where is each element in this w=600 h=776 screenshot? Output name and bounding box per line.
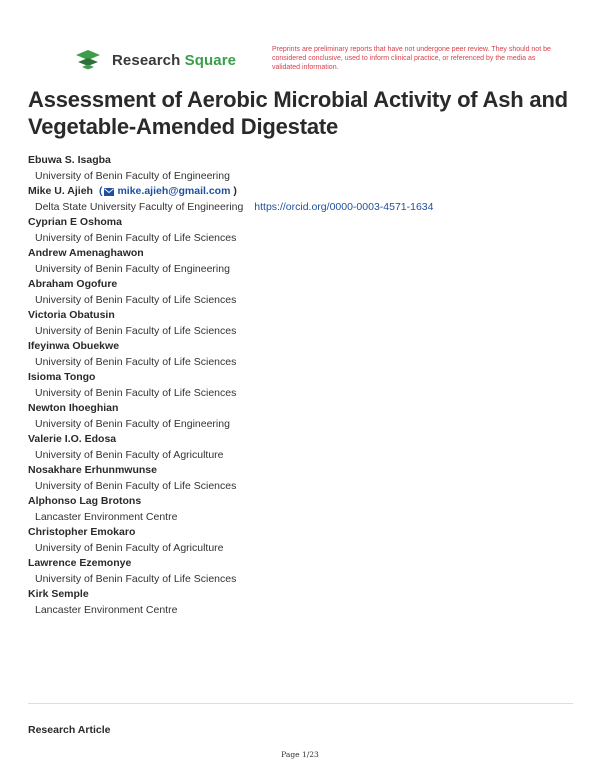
author-entry: [28, 371, 588, 400]
author-entry: [28, 247, 588, 276]
author-affiliation: University of Benin Faculty of Engineering: [35, 170, 230, 182]
author-affiliation: University of Benin Faculty of Agriculture: [35, 449, 224, 461]
author-entry: [28, 216, 588, 245]
author-affiliation: University of Benin Faculty of Life Sciences: [35, 294, 237, 306]
author-name: Abraham Ogofure: [28, 278, 118, 290]
author-name: Andrew Amenaghawon: [28, 247, 144, 259]
author-affiliation: University of Benin Faculty of Life Sciences: [35, 387, 237, 399]
author-name: Nosakhare Erhunmwunse: [28, 464, 157, 476]
author-affiliation: Delta State University Faculty of Engineering: [35, 201, 244, 213]
author-name: Lawrence Ezemonye: [28, 557, 132, 569]
brand-secondary: Square: [184, 51, 237, 69]
author-name: Isioma Tongo: [28, 371, 96, 383]
author-entry: [28, 495, 588, 524]
orcid-link[interactable]: https://orcid.org/0000-0003-4571-1634: [254, 201, 434, 213]
author-name: Victoria Obatusin: [28, 309, 115, 321]
research-square-logo-icon: [74, 49, 104, 71]
author-entry: [28, 185, 588, 214]
author-name: Christopher Emokaro: [28, 526, 136, 538]
preprint-notice: Preprints are preliminary reports that have not undergone peer review. They should not be considered conclusive, used to inform clinical practice, or referenced by the media as validated information.: [272, 46, 551, 71]
author-name: Alphonso Lag Brotons: [28, 495, 142, 507]
research-square-logo[interactable]: [74, 49, 236, 71]
brand-primary: Research: [112, 51, 181, 69]
author-email-link[interactable]: [99, 185, 237, 198]
author-name: Cyprian E Oshoma: [28, 216, 122, 228]
author-affiliation: University of Benin Faculty of Life Sciences: [35, 480, 237, 492]
author-entry: [28, 278, 588, 307]
author-entry: [28, 402, 588, 431]
author-entry: [28, 433, 588, 462]
author-name: Ifeyinwa Obuekwe: [28, 340, 120, 352]
author-name-row: [28, 185, 588, 198]
envelope-icon: [104, 188, 114, 196]
author-affiliation: University of Benin Faculty of Life Sciences: [35, 356, 237, 368]
paren-close: ): [233, 185, 237, 197]
paper-title: Assessment of Aerobic Microbial Activity of Ash and Vegetable-Amended Digestate: [28, 87, 568, 139]
author-list: [28, 154, 588, 619]
author-affiliation: University of Benin Faculty of Engineering: [35, 418, 230, 430]
author-entry: [28, 526, 588, 555]
author-affiliation: University of Benin Faculty of Engineering: [35, 263, 230, 275]
author-entry: [28, 464, 588, 493]
author-affiliation: Lancaster Environment Centre: [35, 511, 178, 523]
author-affiliation: Lancaster Environment Centre: [35, 604, 178, 616]
section-divider: [28, 703, 573, 704]
author-name: Valerie I.O. Edosa: [28, 433, 117, 445]
author-name: Kirk Semple: [28, 588, 89, 600]
page-number: Page 1/23: [281, 750, 319, 759]
article-type: Research Article: [28, 724, 111, 736]
author-affiliation: University of Benin Faculty of Life Sciences: [35, 325, 237, 337]
author-name: Newton Ihoeghian: [28, 402, 119, 414]
author-entry: [28, 340, 588, 369]
author-affiliation: University of Benin Faculty of Life Sciences: [35, 573, 237, 585]
author-entry: [28, 557, 588, 586]
author-name: Ebuwa S. Isagba: [28, 154, 111, 166]
brand-name: [112, 52, 236, 69]
paren-open: (: [98, 185, 103, 197]
author-entry: [28, 309, 588, 338]
author-email: mike.ajieh@gmail.com: [117, 185, 231, 197]
author-affiliation-row: [35, 201, 588, 214]
author-affiliation: University of Benin Faculty of Agriculture: [35, 542, 224, 554]
author-entry: [28, 154, 588, 183]
author-entry: [28, 588, 588, 617]
author-affiliation: University of Benin Faculty of Life Sciences: [35, 232, 237, 244]
author-name: Mike U. Ajieh: [28, 185, 93, 197]
